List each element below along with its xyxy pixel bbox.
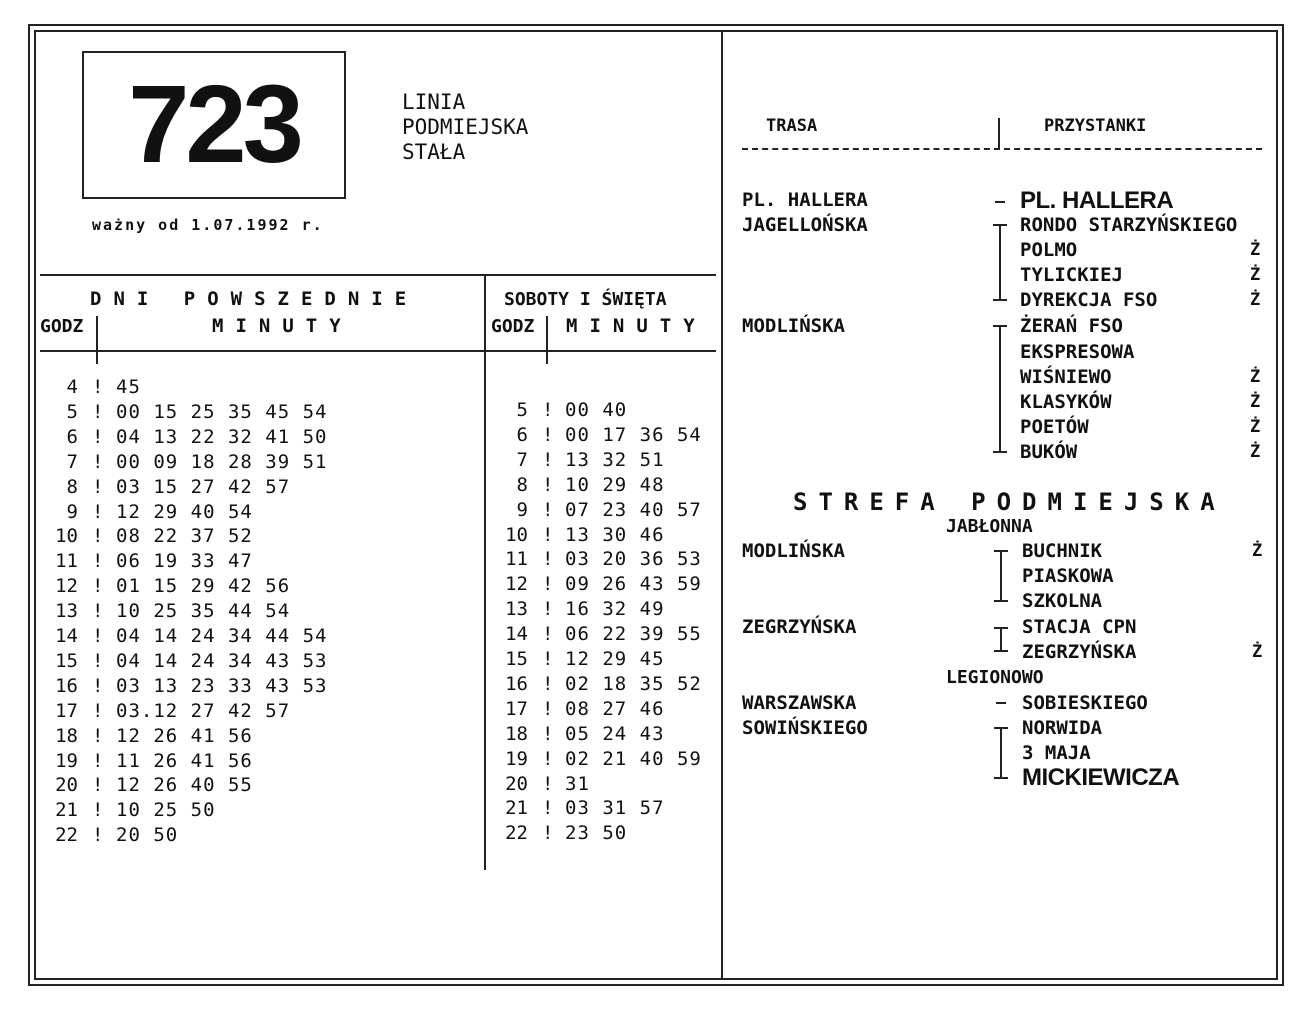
separator: ! — [92, 450, 104, 473]
timetable-top-rule — [40, 274, 716, 276]
hour: 20 — [505, 772, 528, 795]
minutes: 04 14 24 34 44 54 — [116, 625, 328, 647]
hour: 5 — [66, 400, 78, 423]
hour: 9 — [66, 500, 78, 523]
minutes: 20 50 — [116, 824, 179, 847]
minutes: 10 25 35 44 54 — [116, 600, 291, 623]
minutes: 08 27 46 — [565, 697, 665, 720]
stops-column-label: PRZYSTANKI — [1044, 116, 1147, 136]
separator: ! — [542, 648, 554, 670]
stop-name: SZKOLNA — [1022, 590, 1103, 612]
separator: ! — [92, 575, 104, 598]
timetable-split-line — [484, 275, 486, 870]
minutes: 16 32 49 — [565, 598, 665, 621]
route-header-rule — [742, 148, 1262, 150]
separator: ! — [92, 376, 104, 398]
hour: 16 — [505, 672, 528, 695]
hour: 5 — [516, 399, 528, 421]
separator: ! — [542, 772, 554, 795]
separator: ! — [542, 473, 554, 496]
stop-name: ZEGRZYŃSKA — [1022, 641, 1137, 663]
street-modlinska-1: MODLIŃSKA — [742, 315, 845, 337]
stop-name: 3 MAJA — [1022, 742, 1091, 764]
hour: 13 — [505, 598, 528, 621]
minutes: 04 13 22 32 41 50 — [116, 425, 328, 448]
hour: 12 — [55, 575, 78, 598]
street-jagellonska: JAGELLOŃSKA — [742, 214, 868, 236]
minutes: 03 15 27 42 57 — [116, 475, 291, 498]
hour: 6 — [516, 423, 528, 446]
street-zegrzynska: ZEGRZYŃSKA — [742, 616, 857, 638]
connector-dash-1 — [995, 201, 1005, 203]
separator: ! — [542, 573, 554, 596]
stop-name: PL. HALLERA — [1020, 187, 1174, 214]
hour: 9 — [516, 498, 528, 521]
separator: ! — [92, 724, 104, 747]
street-pl-hallera: PL. HALLERA — [742, 189, 868, 211]
minutes: 01 15 29 42 56 — [116, 575, 291, 598]
connector-dash-2 — [996, 702, 1006, 704]
center-divider — [721, 30, 723, 980]
street-warszawska: WARSZAWSKA — [742, 692, 857, 714]
minutes: 06 19 33 47 — [116, 550, 253, 573]
minutes: 02 18 35 52 — [565, 672, 702, 695]
connector-2-top — [993, 325, 1007, 327]
stop-name: RONDO STARZYŃSKIEGO — [1020, 214, 1238, 236]
connector-5-bottom — [994, 777, 1008, 779]
minutes: 05 24 43 — [565, 722, 665, 745]
minutes: 00 15 25 35 45 54 — [116, 400, 328, 423]
hour: 13 — [55, 600, 78, 623]
minutes: 13 32 51 — [565, 448, 665, 471]
separator: ! — [92, 699, 104, 722]
stop-name: POETÓW — [1020, 416, 1089, 438]
request-stop-marker: Ż — [1250, 392, 1261, 412]
line-number-badge — [82, 51, 346, 199]
weekend-hour-label: GODZ — [491, 316, 535, 337]
route-column-label: TRASA — [766, 116, 818, 136]
separator: ! — [92, 749, 104, 772]
stop-name: MICKIEWICZA — [1022, 764, 1180, 791]
line-type — [402, 90, 528, 165]
hour: 14 — [505, 623, 528, 646]
connector-4-top — [994, 627, 1008, 629]
hour: 19 — [55, 749, 78, 772]
hour: 4 — [66, 376, 78, 398]
minutes: 12 29 45 — [565, 648, 665, 670]
separator: ! — [92, 774, 104, 797]
line-type-2: PODMIEJSKA — [402, 115, 529, 139]
separator: ! — [92, 600, 104, 623]
hour: 22 — [55, 824, 78, 847]
stop-name: BUCHNIK — [1022, 540, 1103, 562]
town-jablonna: JABŁONNA — [946, 516, 1033, 537]
line-type-3: STAŁA — [402, 140, 466, 164]
connector-3-bottom — [994, 600, 1008, 602]
weekday-title: DNI POWSZEDNIE — [90, 288, 419, 310]
stop-name: EKSPRESOWA — [1020, 341, 1135, 363]
hour: 21 — [505, 797, 528, 820]
separator: ! — [92, 425, 104, 448]
town-legionowo: LEGIONOWO — [946, 667, 1044, 688]
separator: ! — [92, 674, 104, 697]
separator: ! — [542, 822, 554, 845]
connector-3 — [1000, 550, 1002, 602]
request-stop-marker: Ż — [1252, 541, 1263, 561]
stop-name: KLASYKÓW — [1020, 391, 1112, 413]
separator: ! — [542, 448, 554, 471]
minutes: 08 22 37 52 — [116, 525, 253, 548]
weekday-hour-separator — [96, 316, 98, 364]
hour: 17 — [55, 699, 78, 722]
hour: 18 — [55, 724, 78, 747]
minutes: 13 30 46 — [565, 523, 665, 546]
separator: ! — [92, 824, 104, 847]
minutes: 03.12 27 42 57 — [116, 699, 291, 722]
minutes: 03 31 57 — [565, 797, 665, 820]
separator: ! — [92, 550, 104, 573]
separator: ! — [92, 525, 104, 548]
request-stop-marker: Ż — [1250, 290, 1261, 310]
minutes: 12 26 40 55 — [116, 774, 253, 797]
connector-2 — [999, 325, 1001, 453]
valid-from: ważny od 1.07.1992 r. — [92, 216, 324, 234]
hour: 19 — [505, 747, 528, 770]
request-stop-marker: Ż — [1250, 265, 1261, 285]
minutes: 03 13 23 33 43 53 — [116, 674, 328, 697]
minutes: 23 50 — [565, 822, 628, 845]
separator: ! — [542, 523, 554, 546]
weekend-title: SOBOTY I ŚWIĘTA — [504, 289, 667, 310]
separator: ! — [542, 747, 554, 770]
hour: 7 — [66, 450, 78, 473]
separator: ! — [92, 799, 104, 822]
hour: 11 — [505, 548, 528, 571]
hour: 12 — [505, 573, 528, 596]
separator: ! — [542, 797, 554, 820]
hour: 15 — [55, 649, 78, 672]
hour: 21 — [55, 799, 78, 822]
hour: 10 — [505, 523, 528, 546]
stop-name: NORWIDA — [1022, 717, 1103, 739]
separator: ! — [542, 423, 554, 446]
hour: 6 — [66, 425, 78, 448]
separator: ! — [542, 672, 554, 695]
hour: 20 — [55, 774, 78, 797]
separator: ! — [92, 500, 104, 523]
stop-name: DYREKCJA FSO — [1020, 289, 1158, 311]
line-type-1: LINIA — [402, 90, 466, 114]
zone-title: STREFA PODMIEJSKA — [793, 488, 1226, 516]
separator: ! — [542, 498, 554, 521]
connector-2-bottom — [993, 451, 1007, 453]
separator: ! — [92, 649, 104, 672]
minutes: 00 40 — [565, 399, 628, 421]
stop-name: BUKÓW — [1020, 441, 1078, 463]
minutes: 10 25 50 — [116, 799, 216, 822]
street-sowinskiego: SOWIŃSKIEGO — [742, 717, 868, 739]
minutes: 09 26 43 59 — [565, 573, 702, 596]
connector-4-bottom — [994, 650, 1008, 652]
separator: ! — [542, 598, 554, 621]
separator: ! — [542, 722, 554, 745]
connector-1-top — [993, 224, 1007, 226]
weekend-minutes-label: MINUTY — [566, 315, 707, 337]
minutes: 03 20 36 53 — [565, 548, 702, 571]
minutes: 11 26 41 56 — [116, 749, 253, 772]
connector-5 — [1000, 727, 1002, 779]
request-stop-marker: Ż — [1250, 240, 1261, 260]
hour: 22 — [505, 822, 528, 845]
hour: 14 — [55, 625, 78, 647]
minutes: 02 21 40 59 — [565, 747, 702, 770]
weekday-hour-label: GODZ — [40, 316, 84, 337]
stop-name: ŻERAŃ FSO — [1020, 315, 1123, 337]
hour: 11 — [55, 550, 78, 573]
minutes: 00 17 36 54 — [565, 423, 702, 446]
minutes: 12 26 41 56 — [116, 724, 253, 747]
request-stop-marker: Ż — [1252, 642, 1263, 662]
separator: ! — [542, 697, 554, 720]
stop-name: WIŚNIEWO — [1020, 366, 1112, 388]
minutes: 06 22 39 55 — [565, 623, 702, 646]
stop-name: POLMO — [1020, 239, 1078, 261]
request-stop-marker: Ż — [1250, 417, 1261, 437]
hour: 10 — [55, 525, 78, 548]
stop-name: PIASKOWA — [1022, 565, 1114, 587]
separator: ! — [542, 623, 554, 646]
request-stop-marker: Ż — [1250, 442, 1261, 462]
hour: 8 — [66, 475, 78, 498]
stop-name: SOBIESKIEGO — [1022, 692, 1148, 714]
minutes: 00 09 18 28 39 51 — [116, 450, 328, 473]
minutes: 07 23 40 57 — [565, 498, 702, 521]
minutes: 04 14 24 34 43 53 — [116, 649, 328, 672]
minutes: 10 29 48 — [565, 473, 665, 496]
stop-name: STACJA CPN — [1022, 616, 1137, 638]
hour: 15 — [505, 648, 528, 670]
hour: 18 — [505, 722, 528, 745]
timetable-header-rule — [40, 350, 716, 352]
request-stop-marker: Ż — [1250, 367, 1261, 387]
connector-1 — [999, 224, 1001, 301]
minutes: 31 — [565, 772, 590, 795]
connector-1-bottom — [993, 299, 1007, 301]
minutes: 45 — [116, 376, 141, 398]
weekday-minutes-label: MINUTY — [212, 315, 353, 337]
connector-3-top — [994, 550, 1008, 552]
separator: ! — [542, 399, 554, 421]
route-header-separator — [998, 118, 1000, 148]
separator: ! — [92, 400, 104, 423]
stop-name: TYLICKIEJ — [1020, 264, 1123, 286]
separator: ! — [92, 625, 104, 647]
minutes: 12 29 40 54 — [116, 500, 253, 523]
weekend-hour-separator — [546, 316, 548, 364]
hour: 16 — [55, 674, 78, 697]
connector-4 — [1000, 627, 1002, 651]
line-number: 723 — [128, 63, 300, 186]
hour: 8 — [516, 473, 528, 496]
hour: 17 — [505, 697, 528, 720]
street-modlinska-2: MODLIŃSKA — [742, 540, 845, 562]
separator: ! — [92, 475, 104, 498]
separator: ! — [542, 548, 554, 571]
connector-5-top — [994, 727, 1008, 729]
hour: 7 — [516, 448, 528, 471]
